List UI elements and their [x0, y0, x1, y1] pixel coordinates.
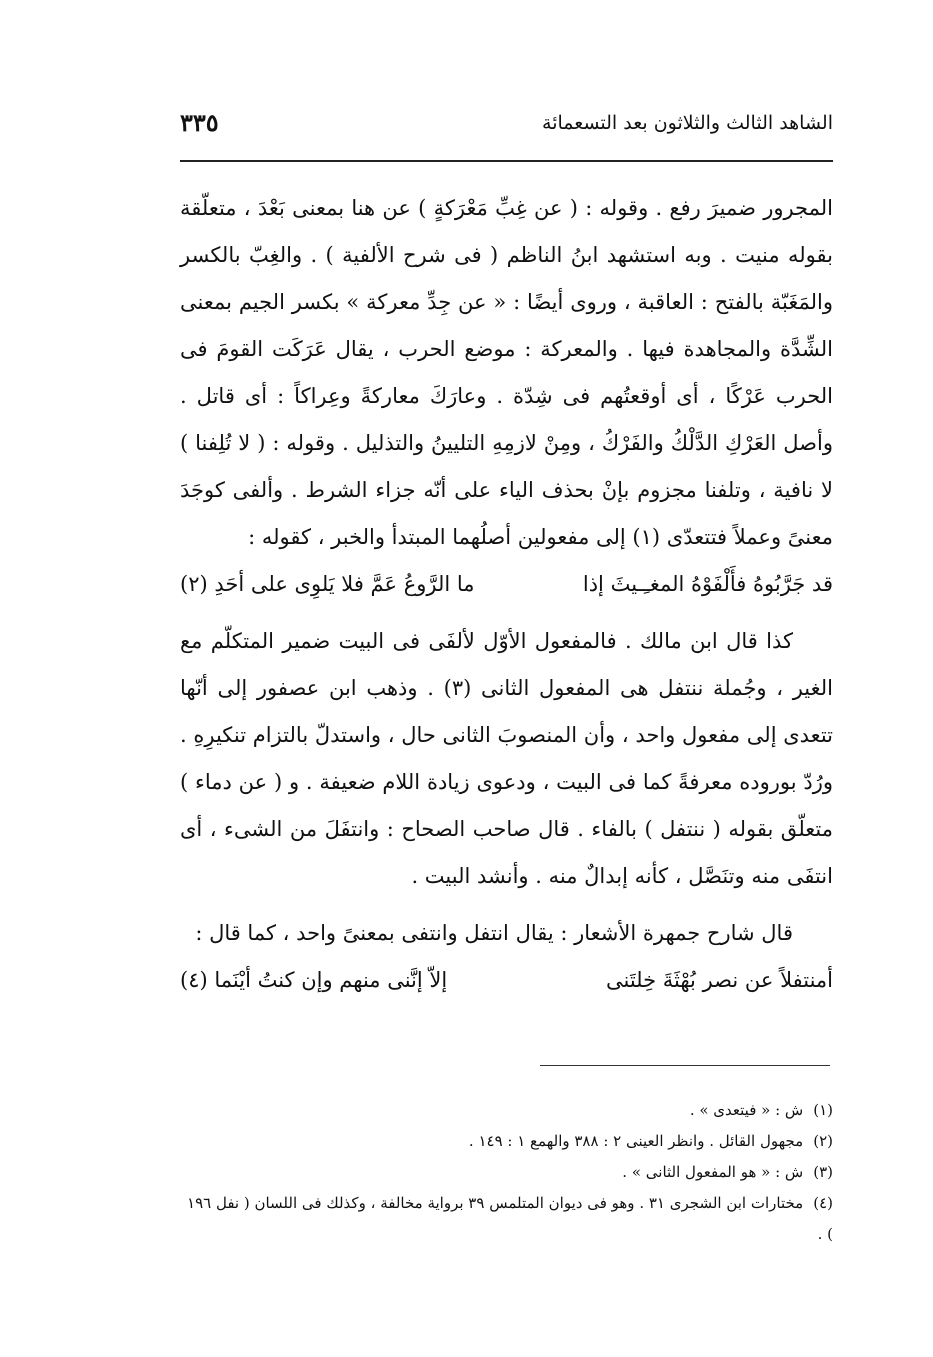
- page-header: [180, 108, 833, 137]
- spacer: [180, 608, 833, 618]
- running-title: الشاهد الثالث والثلاثون بعد التسعمائة: [542, 111, 833, 134]
- footnote-number: (٣): [813, 1163, 833, 1181]
- verse-1: [180, 561, 833, 608]
- verse-2-first-hemistich: أمنتفلاً عن نصر بُهْثَةَ خِلتَنى: [605, 968, 833, 992]
- paragraph-3: قال شارح جمهرة الأشعار : يقال انتفل وانتفى بمعنىً واحد ، كما قال :: [195, 921, 793, 945]
- header-rule: [180, 160, 833, 162]
- paragraph-1: المجرور ضميرَ رفع . وقوله : ( عن غِبِّ مَعْرَكةٍ ) عن هنا بمعنى بَعْدَ ، متعلّقة بقوله منيت . وبه استشهد ابنُ الناظم ( فى شرح الألفية ) . والغِبّ بالكسر والمَغَبّة بالفتح : العاقبة ، وروى أيضًا : « عن جِدِّ معركة » بكسر الجيم بمعنى الشِّدَّة والمجاهدة فيها . والمعركة : موضع الحرب ، يقال عَرَكَت القومَ فى الحرب عَرْكًا ، أى أوقعتُهم فى شِدّة . وعارَكَ معاركةً وعِراكاً : أى قاتل . وأصل العَرْكِ الدَّلْكُ والفَرْكُ ، ومِنْ لازمِهِ التليينُ والتذليل . وقوله : ( لا تُلِفنا ) لا نافية ، وتلفنا مجزوم بإنْ بحذف الياء على أنّه جزاء الشرط . وألفى كوجَدَ معنىً وعملاً فتتعدّى (١) إلى مفعولين أصلُهما المبتدأ والخبر ، كقوله :: [180, 196, 833, 549]
- footnote-rule: [540, 1065, 830, 1066]
- footnote-text: مختارات ابن الشجرى ٣١ . وهو فى ديوان المتلمس ٣٩ برواية مخالفة ، وكذلك فى اللسان ( نفل ١٩٦ ) .: [187, 1194, 833, 1243]
- footnotes: [180, 1095, 833, 1250]
- verse-1-second-hemistich: ما الرَّوعُ عَمَّ فلا يَلوِى على أحَدِ (٢): [180, 572, 475, 596]
- verse-2: [180, 957, 833, 1004]
- spacer: [180, 900, 833, 910]
- paragraph-2: كذا قال ابن مالك . فالمفعول الأوّل لألفَى فى البيت ضمير المتكلّم مع الغير ، وجُملة ننتفل هى المفعول الثانى (٣) . وذهب ابن عصفور إلى أنّها تتعدى إلى مفعول واحد ، وأن المنصوبَ الثانى حال ، واستدلّ بالتزام تنكيرِهِ . ورُدّ بوروده معرفةً كما فى البيت ، ودعوى زيادة اللام ضعيفة . و ( عن دماء ) متعلّق بقوله ( ننتفل ) بالفاء . قال صاحب الصحاح : وانتفَلَ من الشىء ، أى انتفَى منه وتنَصَّل ، كأنه إبدالٌ منه . وأنشد البيت .: [180, 629, 834, 888]
- footnote: [180, 1126, 833, 1157]
- main-text: [180, 185, 833, 1004]
- footnote: [180, 1188, 833, 1250]
- footnote-text: ش : « هو المفعول الثانى » .: [622, 1163, 804, 1181]
- footnote: [180, 1157, 833, 1188]
- footnote-text: ش : « فيتعدى » .: [689, 1101, 804, 1119]
- verse-1-first-hemistich: قد جَرَّبُوهُ فأَلْفَوْهُ المغـِـيثَ إذا: [582, 572, 833, 596]
- page-number: ٣٣٥: [180, 108, 219, 137]
- footnote-number: (٤): [813, 1194, 833, 1212]
- footnote: [180, 1095, 833, 1126]
- verse-2-second-hemistich: إلاّ إنَّنى منهم وإن كنتُ أيْنَما (٤): [180, 968, 448, 992]
- footnote-number: (١): [813, 1101, 833, 1119]
- footnote-number: (٢): [813, 1132, 833, 1150]
- footnote-text: مجهول القائل . وانظر العينى ٢ : ٣٨٨ والهمع ١ : ١٤٩ .: [468, 1132, 804, 1150]
